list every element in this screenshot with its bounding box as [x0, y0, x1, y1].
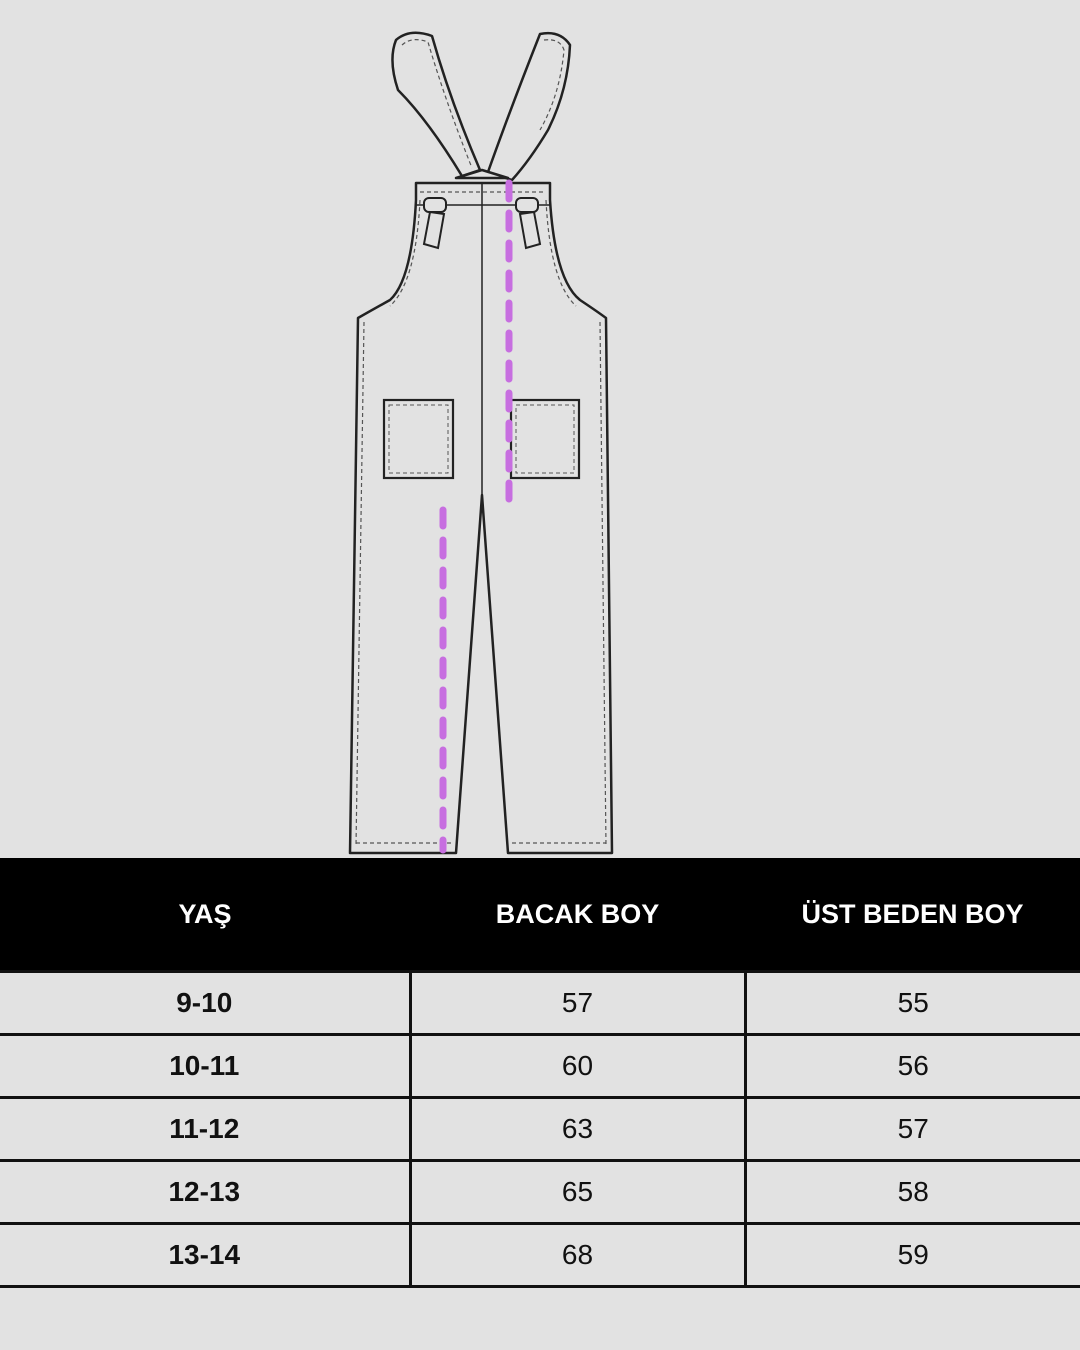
upper-body-length-cell: 55 [745, 972, 1080, 1035]
leg-length-cell: 57 [410, 972, 745, 1035]
age-cell: 11-12 [0, 1098, 410, 1161]
size-table [0, 858, 1080, 1288]
left-strap [392, 33, 480, 176]
leg-length-cell: 65 [410, 1161, 745, 1224]
age-cell: 13-14 [0, 1224, 410, 1287]
table-row [0, 1098, 1080, 1161]
upper-body-length-cell: 56 [745, 1035, 1080, 1098]
upper-body-length-cell: 58 [745, 1161, 1080, 1224]
age-cell: 12-13 [0, 1161, 410, 1224]
table-row [0, 1035, 1080, 1098]
table-row [0, 1161, 1080, 1224]
left-pocket [384, 400, 453, 478]
right-buckle [516, 198, 538, 212]
right-strap [488, 33, 570, 180]
leg-length-cell: 60 [410, 1035, 745, 1098]
header-age: YAŞ [0, 858, 410, 972]
overalls-body [350, 183, 612, 853]
age-cell: 10-11 [0, 1035, 410, 1098]
upper-body-length-cell: 59 [745, 1224, 1080, 1287]
leg-length-cell: 63 [410, 1098, 745, 1161]
right-pocket [511, 400, 579, 478]
header-upper-body-length: ÜST BEDEN BOY [745, 858, 1080, 972]
leg-length-cell: 68 [410, 1224, 745, 1287]
table-row [0, 972, 1080, 1035]
header-leg-length: BACAK BOY [410, 858, 745, 972]
upper-body-length-cell: 57 [745, 1098, 1080, 1161]
left-buckle [424, 198, 446, 212]
age-cell: 9-10 [0, 972, 410, 1035]
table-header-row [0, 858, 1080, 972]
table-row [0, 1224, 1080, 1287]
